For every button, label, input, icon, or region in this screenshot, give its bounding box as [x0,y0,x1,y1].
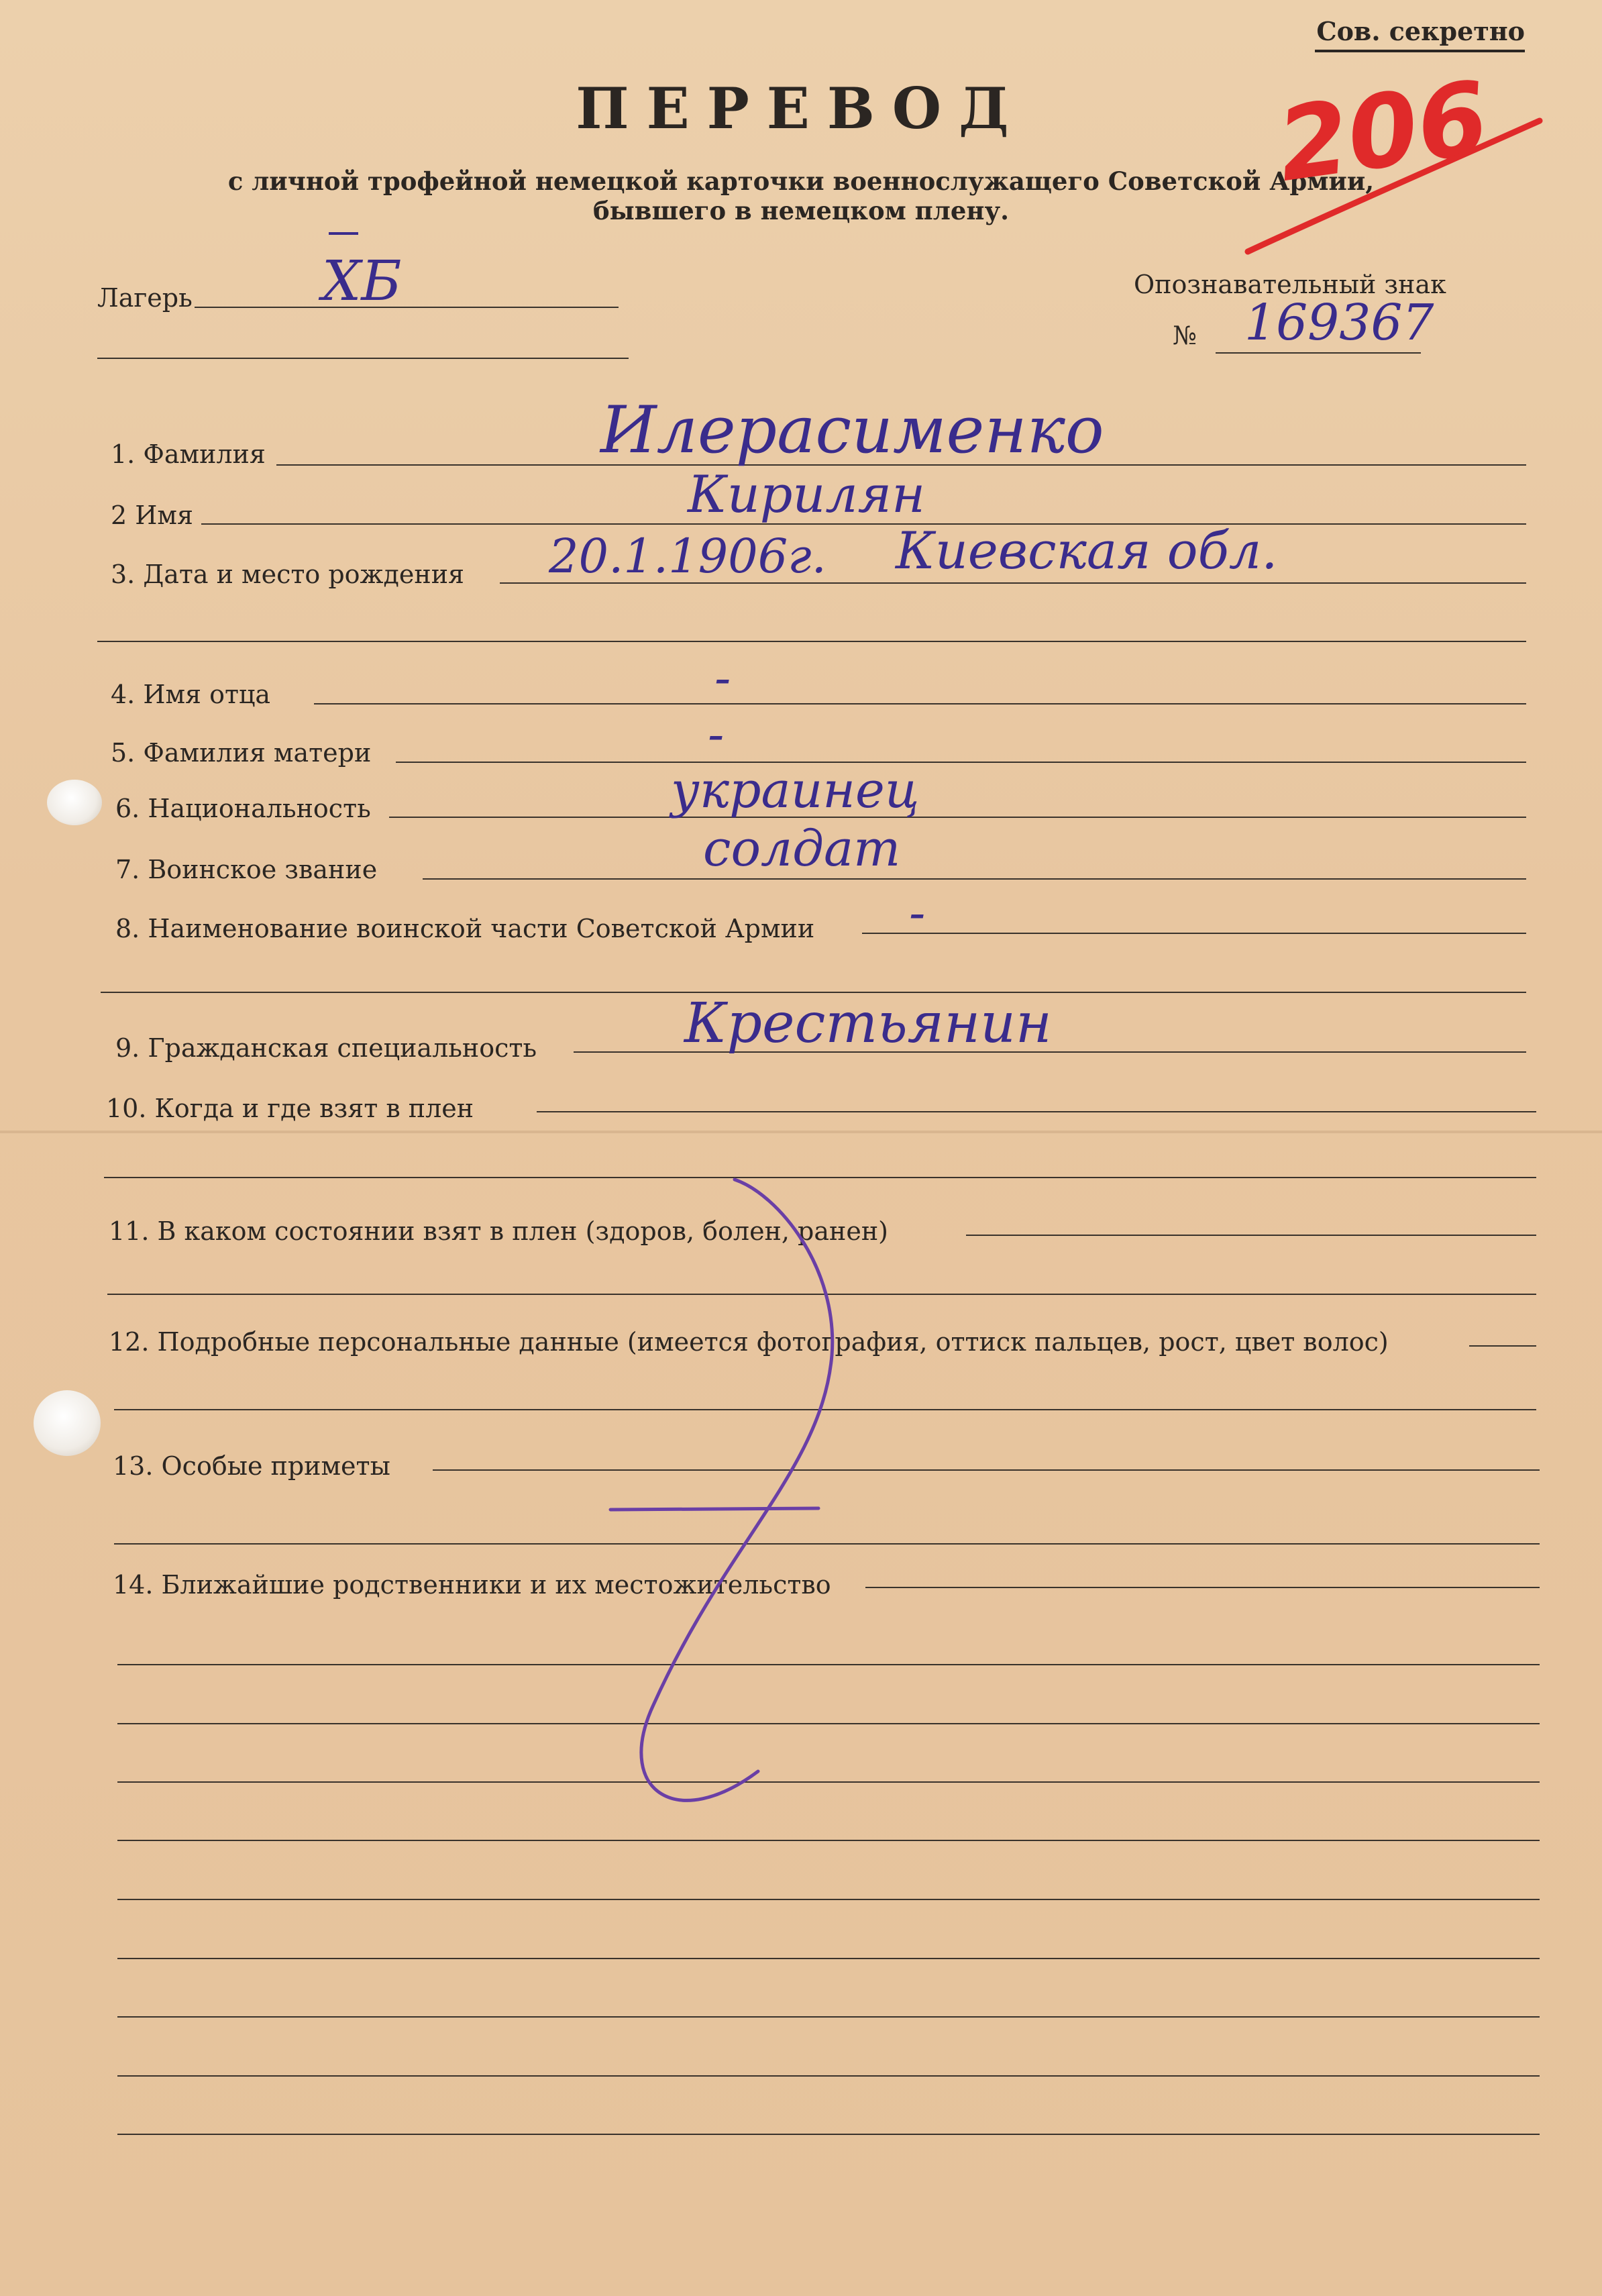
field-5-line [396,762,1526,763]
field-4-value: - [714,649,731,706]
paper-fold [0,1131,1602,1133]
blank-line-7 [117,2016,1540,2018]
camp-line-2 [97,358,629,359]
field-11-line [966,1235,1536,1236]
field-4-label: 4. Имя отца [111,680,271,709]
field-11-label: 11. В каком состоянии взят в плен (здоров, болен, ранен) [109,1216,888,1246]
field-2-value: Кирилян [688,464,926,524]
classification-underline [1315,50,1525,52]
field-10-label: 10. Когда и где взят в плен [106,1094,474,1123]
field-14-line [865,1587,1540,1588]
field-9-value: Крестьянин [684,992,1052,1055]
punch-hole-bottom [34,1390,101,1456]
field-14-label: 14. Ближайшие родственники и их местожительство [113,1570,831,1600]
id-tag-value: 169367 [1244,294,1434,352]
blank-line-4 [117,1840,1540,1841]
field-3-value: 20.1.1906г. [549,529,826,584]
document-subtitle-line2: бывшего в немецком плену. [592,196,1010,225]
punch-hole-top [47,780,102,825]
field-5-label: 5. Фамилия матери [111,738,372,768]
blank-line-9 [117,2134,1540,2135]
camp-line [195,307,619,308]
field-3-line-2 [97,641,1526,642]
field-3-label: 3. Дата и место рождения [111,560,465,589]
camp-value: ХБ [322,250,402,313]
blank-line-6 [117,1958,1540,1959]
field-8-value: - [909,884,926,941]
field-4-line [314,703,1526,705]
field-9-label: 9. Гражданская специальность [115,1033,537,1063]
field-7-line [423,878,1526,880]
field-8-line [862,933,1526,934]
blank-line-8 [117,2075,1540,2077]
field-6-value: украинец [671,762,920,819]
blank-cancellation-stroke [557,1167,932,1838]
red-number-mark: 206 [1271,60,1495,205]
camp-value-overline [329,232,358,235]
field-7-value: солдат [703,820,901,878]
field-12-label: 12. Подробные персональные данные (имеется фотография, оттиск пальцев, рост, цвет волос) [109,1327,1389,1357]
field-5-value: - [708,706,725,762]
blank-line-5 [117,1899,1540,1900]
field-8-label: 8. Наименование воинской части Советской Армии [115,914,815,943]
classification-stamp: Сов. секретно [1316,16,1525,46]
id-tag-label: Опознавательный знак [1134,270,1446,299]
field-6-line [389,817,1526,818]
document-title: ПЕРЕВОД [576,75,1026,142]
document-subtitle-line1: с личной трофейной немецкой карточки военнослужащего Советской Армии, [227,166,1375,196]
field-13-label: 13. Особые приметы [113,1451,390,1481]
id-tag-line [1216,352,1421,354]
field-7-label: 7. Воинское звание [115,855,378,884]
field-2-label: 2 Имя [111,501,193,530]
red-pencil-stroke [1241,101,1550,262]
field-1-label: 1. Фамилия [111,439,266,469]
camp-label: Лагерь [97,283,193,313]
id-tag-number-prefix: № [1173,321,1197,350]
field-3-value-place: Киевская обл. [896,521,1278,580]
field-1-value: Илерасименко [600,393,1104,468]
field-6-label: 6. Национальность [115,794,371,823]
field-10-line [537,1111,1536,1112]
field-12-line [1469,1345,1536,1347]
